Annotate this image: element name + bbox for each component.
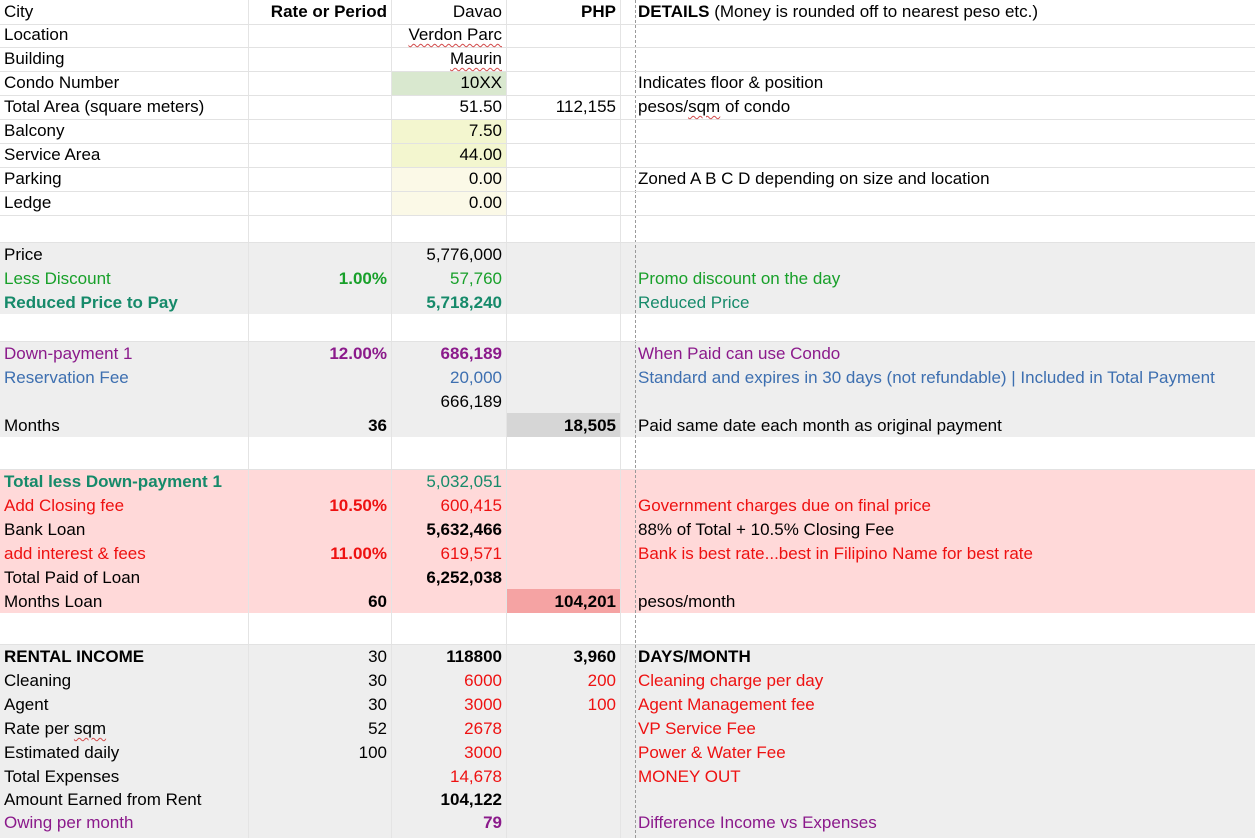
rate-header[interactable]: Rate or Period <box>270 2 387 21</box>
monthly-loan-note[interactable]: pesos/month <box>638 592 736 611</box>
cleaning-label[interactable]: Cleaning <box>4 671 72 690</box>
balcony-label[interactable]: Balcony <box>4 121 65 140</box>
dp-label[interactable]: Down-payment 1 <box>4 344 133 363</box>
rate-sqm-label[interactable] <box>0 717 248 741</box>
interest-row <box>0 542 1255 566</box>
rate-sqm-note[interactable]: VP Service Fee <box>638 719 756 738</box>
rate-sqm-num[interactable]: 52 <box>368 719 387 738</box>
remaining-row <box>0 390 1255 414</box>
cleaning-row <box>0 669 1255 693</box>
empty-row <box>0 315 1255 342</box>
reservation-label[interactable]: Reservation Fee <box>4 368 129 387</box>
agent-row <box>0 693 1255 717</box>
reduced-value[interactable]: 5,718,240 <box>426 293 502 312</box>
location-row <box>0 23 1255 48</box>
details-header[interactable] <box>620 0 1255 24</box>
rental-income-daily[interactable]: 3,960 <box>573 647 616 666</box>
area-value[interactable]: 51.50 <box>459 97 502 116</box>
building-row <box>0 47 1255 72</box>
rate-sqm-label-pre: Rate per <box>4 719 74 738</box>
header-row <box>0 0 1255 25</box>
rental-income-row <box>0 645 1255 669</box>
building-label[interactable]: Building <box>4 49 65 68</box>
owing-note[interactable]: Difference Income vs Expenses <box>638 813 877 832</box>
condo-value[interactable]: 10XX <box>460 73 502 92</box>
agent-days[interactable]: 30 <box>368 695 387 714</box>
empty-row <box>0 438 1255 470</box>
agent-label[interactable]: Agent <box>4 695 49 714</box>
agent-note[interactable]: Agent Management fee <box>638 695 815 714</box>
amount-earned-value[interactable]: 104,122 <box>440 790 502 809</box>
interest-value[interactable]: 619,571 <box>440 544 502 563</box>
estimated-daily-note[interactable]: Power & Water Fee <box>638 743 786 762</box>
price-row <box>0 243 1255 267</box>
details-title: DETAILS <box>638 2 710 21</box>
months-value[interactable]: 36 <box>368 416 387 435</box>
price-value[interactable]: 5,776,000 <box>426 245 502 264</box>
remaining-value[interactable]: 666,189 <box>440 392 502 411</box>
bank-loan-row <box>0 518 1255 542</box>
total-expenses-row <box>0 765 1255 789</box>
total-expenses-label[interactable]: Total Expenses <box>4 767 120 786</box>
condo-note[interactable]: Indicates floor & position <box>638 73 824 92</box>
months-loan-label[interactable]: Months Loan <box>4 592 103 611</box>
rental-income-value[interactable]: 118800 <box>446 647 502 666</box>
rate-sqm-label-sqm: sqm <box>73 719 107 738</box>
php-header[interactable]: PHP <box>581 2 616 21</box>
monthly-loan-value[interactable]: 104,201 <box>554 592 616 611</box>
months-loan-value[interactable]: 60 <box>368 592 387 611</box>
total-paid-row <box>0 566 1255 590</box>
area-row <box>0 95 1255 120</box>
interest-rate[interactable]: 11.00% <box>330 544 387 563</box>
months-row <box>0 414 1255 438</box>
parking-value[interactable]: 0.00 <box>468 169 502 188</box>
reduced-label[interactable]: Reduced Price to Pay <box>4 293 178 312</box>
dp-rate[interactable]: 12.00% <box>329 344 387 363</box>
dp-value[interactable]: 686,189 <box>440 344 502 363</box>
closing-note[interactable]: Government charges due on final price <box>638 496 931 515</box>
location-value[interactable]: Verdon Parc <box>408 25 502 44</box>
reservation-note[interactable]: Standard and expires in 30 days (not refundable) | Included in Total Payment <box>638 368 1215 387</box>
total-expenses-note[interactable]: MONEY OUT <box>638 767 741 786</box>
location-label[interactable]: Location <box>4 25 69 44</box>
rental-income-label[interactable]: RENTAL INCOME <box>4 647 145 666</box>
months-label[interactable]: Months <box>4 416 60 435</box>
interest-note[interactable]: Bank is best rate...best in Filipino Name for best rate <box>638 544 1033 563</box>
owing-value[interactable]: 79 <box>483 813 502 832</box>
discount-label[interactable]: Less Discount <box>4 269 111 288</box>
reduced-row <box>0 291 1255 315</box>
estimated-daily-num[interactable]: 100 <box>358 743 387 762</box>
estimated-daily-row <box>0 741 1255 765</box>
cleaning-days[interactable]: 30 <box>368 671 387 690</box>
balcony-value[interactable]: 7.50 <box>468 121 502 140</box>
agent-value[interactable]: 3000 <box>464 695 502 714</box>
ledge-label[interactable]: Ledge <box>4 193 52 212</box>
service-value[interactable]: 44.00 <box>459 145 502 164</box>
total-less-value[interactable]: 5,032,051 <box>426 472 502 491</box>
estimated-daily-value[interactable]: 3000 <box>464 743 502 762</box>
condo-label[interactable]: Condo Number <box>4 73 120 92</box>
details-subtitle: (Money is rounded off to nearest peso etc.) <box>709 2 1039 21</box>
dp-note[interactable]: When Paid can use Condo <box>638 344 841 363</box>
closing-row <box>0 494 1255 518</box>
ledge-row <box>0 191 1255 216</box>
city-header[interactable]: City <box>4 2 34 21</box>
rental-income-days[interactable]: 30 <box>368 647 387 666</box>
empty-row <box>0 215 1255 243</box>
area-note[interactable] <box>620 95 1255 119</box>
reservation-row <box>0 366 1255 390</box>
area-label[interactable]: Total Area (square meters) <box>4 97 205 116</box>
agent-daily[interactable]: 100 <box>587 695 616 714</box>
rate-sqm-value[interactable]: 2678 <box>464 719 502 738</box>
monthly-payment[interactable]: 18,505 <box>564 416 616 435</box>
area-note-post: of condo <box>720 97 791 116</box>
building-value[interactable]: Maurin <box>450 49 502 68</box>
area-note-sqm: sqm <box>688 97 721 116</box>
parking-row <box>0 167 1255 192</box>
empty-row <box>0 614 1255 645</box>
owing-label[interactable]: Owing per month <box>4 813 134 832</box>
bank-loan-label[interactable]: Bank Loan <box>4 520 86 539</box>
area-note-pre: pesos/ <box>638 97 689 116</box>
cleaning-value[interactable]: 6000 <box>464 671 502 690</box>
rate-sqm-row <box>0 717 1255 741</box>
area-php[interactable]: 112,155 <box>555 97 616 116</box>
owing-row <box>0 811 1255 835</box>
closing-value[interactable]: 600,415 <box>440 496 502 515</box>
parking-note[interactable]: Zoned A B C D depending on size and location <box>638 169 990 188</box>
total-less-row <box>0 470 1255 494</box>
rental-income-note[interactable]: DAYS/MONTH <box>638 647 751 666</box>
interest-label[interactable]: add interest & fees <box>4 544 146 563</box>
closing-rate[interactable]: 10.50% <box>329 496 387 515</box>
downpayment-row <box>0 342 1255 366</box>
closing-label[interactable]: Add Closing fee <box>4 496 125 515</box>
reduced-note[interactable]: Reduced Price <box>638 293 750 312</box>
city-value[interactable]: Davao <box>452 2 502 21</box>
condo-row <box>0 71 1255 96</box>
reservation-value[interactable]: 20,000 <box>450 368 502 387</box>
price-label[interactable]: Price <box>4 245 43 264</box>
discount-value[interactable]: 57,760 <box>450 269 502 288</box>
bank-loan-value[interactable]: 5,632,466 <box>426 520 502 539</box>
service-row <box>0 143 1255 168</box>
bank-loan-note[interactable]: 88% of Total + 10.5% Closing Fee <box>638 520 895 539</box>
discount-rate[interactable]: 1.00% <box>338 269 387 288</box>
total-less-label[interactable]: Total less Down-payment 1 <box>4 472 222 491</box>
balcony-row <box>0 119 1255 144</box>
discount-row <box>0 267 1255 291</box>
cleaning-daily[interactable]: 200 <box>587 671 616 690</box>
total-paid-value[interactable]: 6,252,038 <box>426 568 502 587</box>
ledge-value[interactable]: 0.00 <box>468 193 502 212</box>
amount-earned-label[interactable]: Amount Earned from Rent <box>4 790 202 809</box>
total-expenses-value[interactable]: 14,678 <box>450 767 502 786</box>
estimated-daily-label[interactable]: Estimated daily <box>4 743 120 762</box>
months-loan-row <box>0 590 1255 614</box>
service-label[interactable]: Service Area <box>4 145 101 164</box>
total-paid-label[interactable]: Total Paid of Loan <box>4 568 141 587</box>
discount-note[interactable]: Promo discount on the day <box>638 269 841 288</box>
amount-earned-row <box>0 788 1255 812</box>
cleaning-note[interactable]: Cleaning charge per day <box>638 671 824 690</box>
parking-label[interactable]: Parking <box>4 169 62 188</box>
months-note[interactable]: Paid same date each month as original payment <box>638 416 1002 435</box>
